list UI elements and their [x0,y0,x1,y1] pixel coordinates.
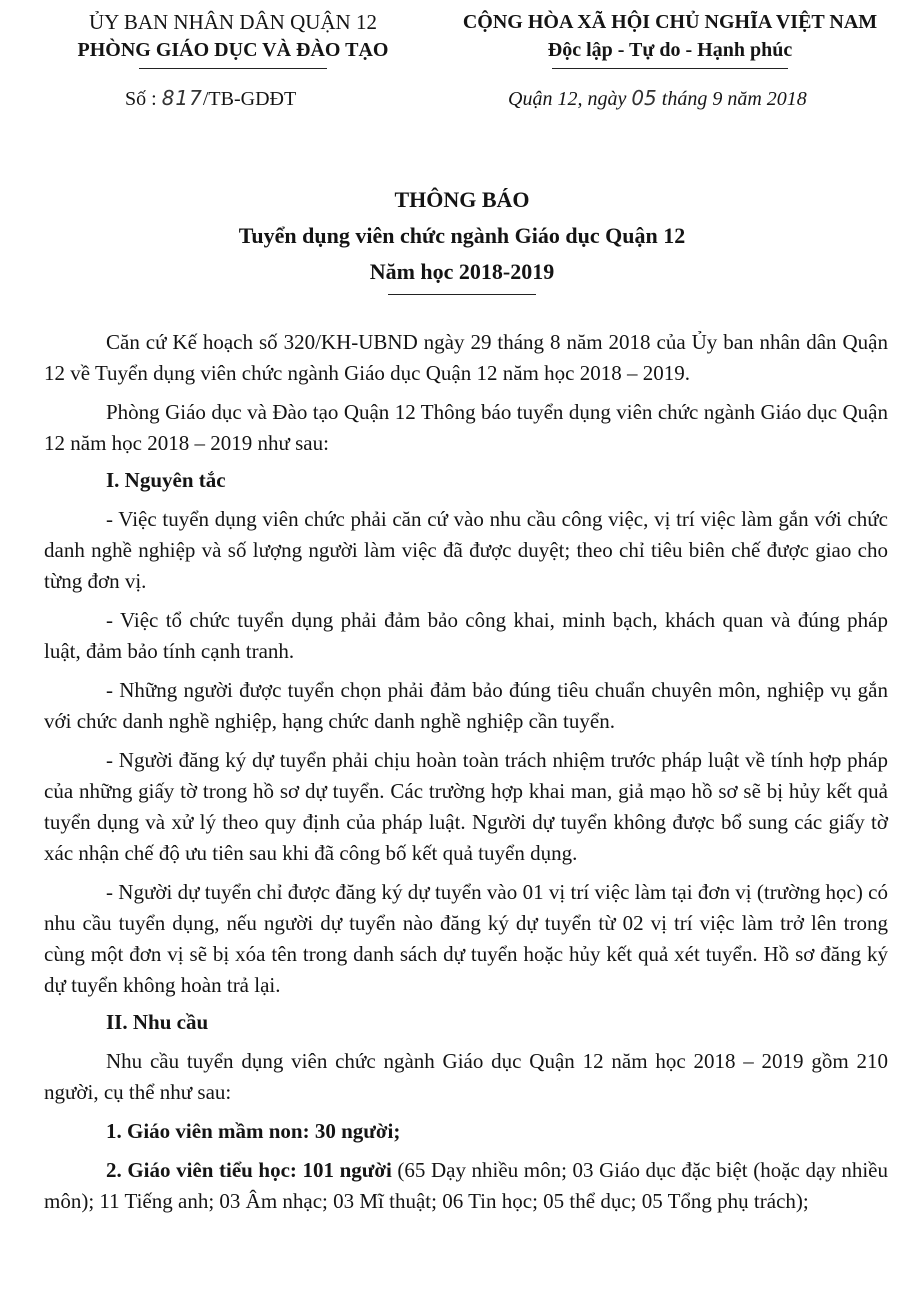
issuer-underline [139,68,327,69]
principle-item: - Việc tổ chức tuyển dụng phải đảm bảo công khai, minh bạch, khách quan và đúng pháp luật, đảm bảo tính cạnh tranh. [44,608,888,663]
demand-item-primary-detail: (65 Dạy nhiều môn; 03 Giáo dục đặc biệt (hoặc dạy nhiều môn); 11 Tiếng anh; 03 Âm nhạc; 03 Mĩ thuật; 06 Tin học; 05 thể dục; 05 Tổng phụ trách); [44,1158,889,1213]
principle-item: - Người đăng ký dự tuyển phải chịu hoàn toàn trách nhiệm trước pháp luật về tính hợp pháp của những giấy tờ trong hồ sơ dự tuyển. Các trường hợp khai man, giả mạo hồ sơ sẽ bị hủy kết quả tuyển dụng và xử lý theo quy định của pháp luật. Người dự tuyển không được bổ sung các giấy tờ xác nhận chế độ ưu tiên sau khi đã công bố kết quả tuyển dụng. [44,748,888,865]
issuer-block [48,8,418,69]
issuer-agency: PHÒNG GIÁO DỤC VÀ ĐÀO TẠO [77,39,389,61]
demand-item-preschool [44,1116,888,1147]
national-motto-block [428,8,912,69]
document-date [508,84,807,113]
demand-item-primary [44,1155,888,1217]
section-demand-heading: II. Nhu cầu [106,1010,209,1034]
national-motto: Độc lập - Tự do - Hạnh phúc [547,39,793,61]
document-body [44,327,888,1217]
announcement-paragraph: Phòng Giáo dục và Đào tạo Quận 12 Thông báo tuyển dụng viên chức ngành Giáo dục Quận 12 năm học 2018 – 2019 như sau: [44,400,888,455]
doc-date-suffix: tháng 9 năm 2018 [656,88,807,110]
demand-item-preschool-label: 1. Giáo viên mầm non: 30 người; [106,1119,401,1143]
principle-item: - Người dự tuyển chỉ được đăng ký dự tuyển vào 01 vị trí việc làm tại đơn vị (trường học) có nhu cầu tuyển dụng, nếu người dự tuyển nào đăng ký dự tuyển từ 02 vị trí việc làm trở lên trong cùng một đơn vị sẽ bị xóa tên trong danh sách dự tuyển hoặc hủy kết quả xét tuyển. Hồ sơ đăng ký dự tuyển không hoàn trả lại. [44,880,888,997]
legal-basis-paragraph: Căn cứ Kế hoạch số 320/KH-UBND ngày 29 tháng 8 năm 2018 của Ủy ban nhân dân Quận 12 về Tuyển dụng viên chức ngành Giáo dục Quận 12 năm học 2018 – 2019. [44,330,888,385]
principle-item: - Việc tuyển dụng viên chức phải căn cứ vào nhu cầu công việc, vị trí việc làm gắn với chức danh nghề nghiệp và số lượng người làm việc đã được duyệt; theo chỉ tiêu biên chế được giao cho từng đơn vị. [44,507,888,593]
national-title: CỘNG HÒA XÃ HỘI CHỦ NGHĨA VIỆT NAM [462,11,878,33]
doc-number-handwritten: 817 [161,86,203,110]
demand-item-primary-label: 2. Giáo viên tiểu học: 101 người [106,1158,392,1182]
motto-underline [552,68,788,69]
title-divider [388,294,536,295]
principle-item: - Những người được tuyển chọn phải đảm bảo đúng tiêu chuẩn chuyên môn, nghiệp vụ gắn với chức danh nghề nghiệp, hạng chức danh nghề nghiệp cần tuyển. [44,678,888,733]
document-title-block [0,184,924,295]
document-school-year: Năm học 2018-2019 [369,259,555,284]
document-number [125,84,296,113]
issuer-parent-agency: ỦY BAN NHÂN DÂN QUẬN 12 [89,10,377,34]
document-type-title: THÔNG BÁO [394,187,530,212]
doc-number-prefix: Số : [125,88,162,110]
section-principles-heading: I. Nguyên tắc [106,468,226,492]
doc-date-prefix: Quận 12, ngày [508,88,632,110]
doc-number-suffix: /TB-GDĐT [202,88,297,110]
document-subject: Tuyển dụng viên chức ngành Giáo dục Quận 12 [238,223,686,248]
demand-intro: Nhu cầu tuyển dụng viên chức ngành Giáo dục Quận 12 năm học 2018 – 2019 gồm 210 người, cụ thể như sau: [44,1049,888,1104]
doc-date-day-handwritten: 05 [631,86,657,110]
